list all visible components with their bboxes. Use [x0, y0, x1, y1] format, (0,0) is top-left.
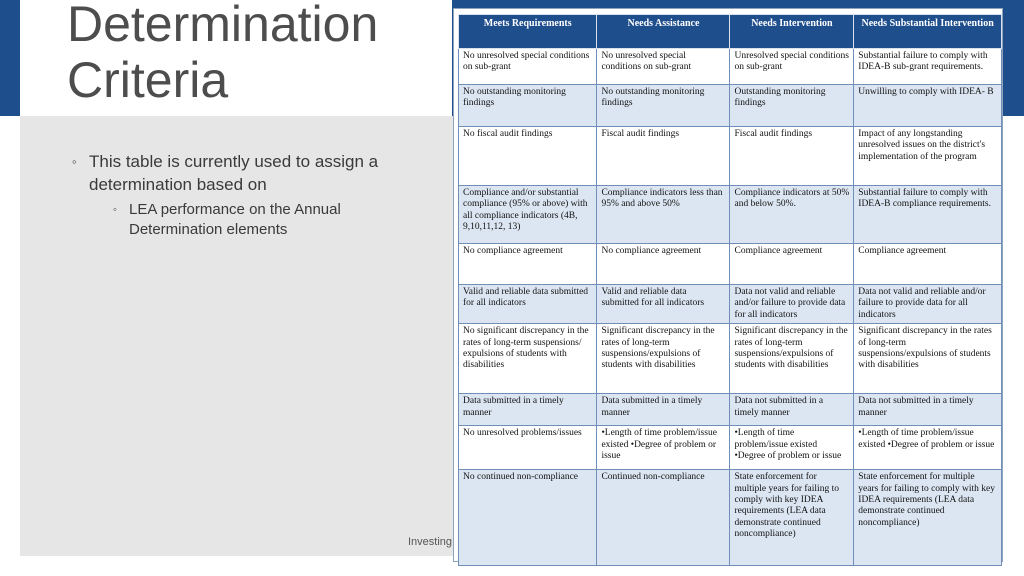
table-cell: Data not valid and reliable and/or failure to provide data for all indicators: [730, 285, 854, 324]
table-row: [459, 426, 1002, 470]
table-cell: Substantial failure to comply with IDEA-B compliance requirements.: [854, 186, 1002, 244]
table-row: [459, 127, 1002, 186]
table-cell: No compliance agreement: [459, 244, 597, 285]
slide-title-line-1: Determination: [67, 0, 379, 52]
table-cell: Data not submitted in a timely manner: [730, 394, 854, 426]
table-cell: Data not submitted in a timely manner: [854, 394, 1002, 426]
slide-title: [67, 0, 378, 108]
table-cell: Unwilling to comply with IDEA- B: [854, 85, 1002, 127]
table-cell: Data not valid and reliable and/or failure to provide data for all indicators: [854, 285, 1002, 324]
table-cell: Valid and reliable data submitted for all indicators: [459, 285, 597, 324]
table-cell: No outstanding monitoring findings: [459, 85, 597, 127]
table-cell: Continued non-compliance: [597, 470, 730, 566]
footer-text: Investing: [408, 536, 453, 548]
table-row: [459, 394, 1002, 426]
sub-bullet-list: [89, 200, 402, 240]
slide-title-line-2: Criteria: [67, 52, 229, 108]
table-row: [459, 85, 1002, 127]
table-cell: •Length of time problem/issue existed •Degree of problem or issue: [597, 426, 730, 470]
table-cell: No continued non-compliance: [459, 470, 597, 566]
table-header-row: [459, 15, 1002, 49]
header-needs-intervention: Needs Intervention: [730, 15, 854, 49]
table-cell: No outstanding monitoring findings: [597, 85, 730, 127]
table-row: [459, 49, 1002, 85]
table-cell: Compliance agreement: [854, 244, 1002, 285]
sub-bullet-text: LEA performance on the Annual Determination elements: [129, 201, 341, 238]
sub-bullet-item: [113, 200, 402, 240]
determination-table-image: [453, 8, 1003, 562]
header-meets-requirements: Meets Requirements: [459, 15, 597, 49]
table-cell: No unresolved problems/issues: [459, 426, 597, 470]
table-cell: Fiscal audit findings: [730, 127, 854, 186]
header-needs-assistance: Needs Assistance: [597, 15, 730, 49]
determination-table: [458, 14, 1002, 566]
bullet-item: [72, 150, 402, 240]
table-cell: Compliance agreement: [730, 244, 854, 285]
table-row: [459, 244, 1002, 285]
table-cell: Data submitted in a timely manner: [459, 394, 597, 426]
table-cell: Fiscal audit findings: [597, 127, 730, 186]
table-cell: No unresolved special conditions on sub-grant: [459, 49, 597, 85]
table-cell: State enforcement for multiple years for failing to comply with key IDEA requirements (LEA data demonstrate continued noncompliance): [854, 470, 1002, 566]
table-cell: No compliance agreement: [597, 244, 730, 285]
bullet-text: This table is currently used to assign a determination based on: [89, 152, 379, 194]
header-needs-substantial-intervention: Needs Substantial Intervention: [854, 15, 1002, 49]
table-row: [459, 186, 1002, 244]
table-cell: Compliance and/or substantial compliance (95% or above) with all compliance indicators (4B, 9,10,11,12, 13): [459, 186, 597, 244]
table-cell: •Length of time problem/issue existed •Degree of problem or issue: [730, 426, 854, 470]
table-row: [459, 324, 1002, 394]
table-cell: Compliance indicators less than 95% and above 50%: [597, 186, 730, 244]
table-cell: Significant discrepancy in the rates of long-term suspensions/expulsions of students with disabilities: [854, 324, 1002, 394]
table-cell: Data submitted in a timely manner: [597, 394, 730, 426]
table-row: [459, 470, 1002, 566]
table-cell: Substantial failure to comply with IDEA-B sub-grant requirements.: [854, 49, 1002, 85]
table-cell: No unresolved special conditions on sub-grant: [597, 49, 730, 85]
table-body: [459, 49, 1002, 566]
bullet-list: [72, 150, 402, 240]
table-cell: No fiscal audit findings: [459, 127, 597, 186]
table-cell: Compliance indicators at 50% and below 50%.: [730, 186, 854, 244]
sub-bullet-circle-icon: ◦: [113, 204, 117, 216]
table-cell: State enforcement for multiple years for failing to comply with key IDEA requirements (LEA data demonstrate continued noncompliance): [730, 470, 854, 566]
table-cell: Outstanding monitoring findings: [730, 85, 854, 127]
table-cell: Significant discrepancy in the rates of long-term suspensions/expulsions of students with disabilities: [597, 324, 730, 394]
table-cell: Valid and reliable data submitted for all indicators: [597, 285, 730, 324]
table-cell: Significant discrepancy in the rates of long-term suspensions/expulsions of students with disabilities: [730, 324, 854, 394]
table-row: [459, 285, 1002, 324]
table-cell: Unresolved special conditions on sub-grant: [730, 49, 854, 85]
bullet-circle-icon: ◦: [72, 154, 77, 169]
table-cell: •Length of time problem/issue existed •Degree of problem or issue: [854, 426, 1002, 470]
table-cell: No significant discrepancy in the rates of long-term suspensions/ expulsions of students with disabilities: [459, 324, 597, 394]
table-cell: Impact of any longstanding unresolved issues on the district's implementation of the program: [854, 127, 1002, 186]
